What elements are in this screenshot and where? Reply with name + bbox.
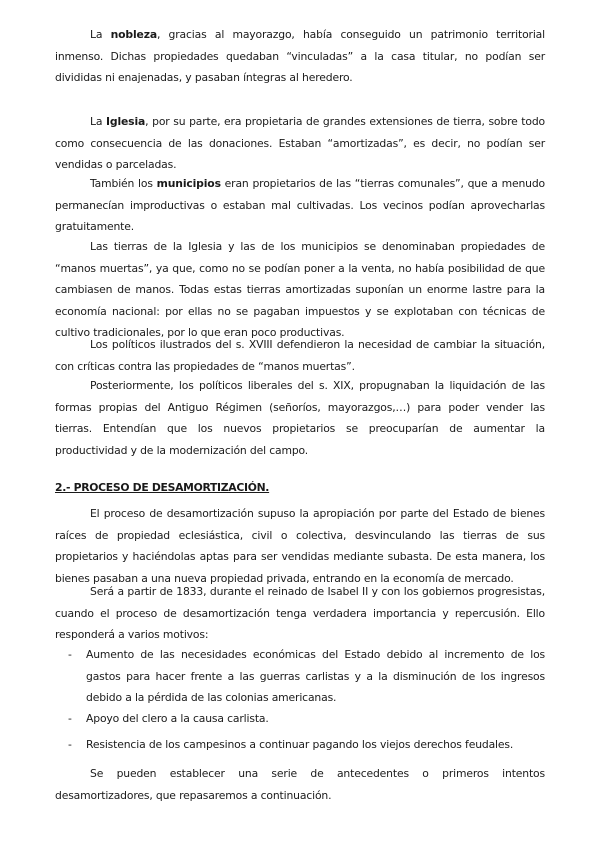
- paragraph-ilustrados: Los políticos ilustrados del s. XVIII defendieron la necesidad de cambiar la situación, con críticas contra las propiedades de “manos muertas”.: [55, 338, 545, 373]
- bold-term: Iglesia: [106, 115, 146, 128]
- motive-list: [55, 644, 545, 709]
- paragraph-1833: Será a partir de 1833, durante el reinado de Isabel II y con los gobiernos progresistas, cuando el proceso de desamortización tenga verdadera importancia y repercusión. Ello responderá a varios motivos:: [55, 585, 545, 641]
- bold-term: nobleza: [110, 28, 157, 41]
- paragraph-nobleza: [55, 24, 545, 89]
- text: La: [90, 28, 111, 41]
- list-item-text: Aumento de las necesidades económicas del Estado debido al incremento de los gastos para hacer frente a las guerras carlistas y a la disminución de los ingresos debido a la pérdida de las colonias americanas.: [86, 648, 545, 704]
- text: La: [90, 115, 107, 128]
- paragraph-liberales: Posteriormente, los políticos liberales del s. XIX, propugnaban la liquidación de las formas propias del Antiguo Régimen (señoríos, mayorazgos,…) para poder vender las tierras. Entendían que los nuevos propietarios se preocuparían de aumentar la productividad y de la modernización del campo.: [55, 379, 545, 457]
- text: , gracias al mayorazgo, había conseguido un patrimonio territorial inmenso. Dichas propiedades quedaban “vinculadas” a la casa titular, no podían ser divididas ni enajenadas, y pasaban íntegras al heredero.: [55, 28, 545, 84]
- list-item: [55, 708, 545, 730]
- list-item: [55, 734, 545, 756]
- text: , por su parte, era propietaria de grandes extensiones de tierra, sobre todo como consecuencia de las donaciones. Estaban “amortizadas”, es decir, no podían ser vendidas o parceladas.: [55, 115, 545, 171]
- dash-bullet: -: [68, 738, 72, 751]
- paragraph-manos-muertas: Las tierras de la Iglesia y las de los municipios se denominaban propiedades de “manos muertas”, ya que, como no se podían poner a la venta, no había posibilidad de que cambiasen de manos. Todas estas tierras amortizadas suponían un enorme lastre para la economía nacional: por ellas no se pagaban impuestos y se explotaban con técnicas de cultivo tradicionales, por lo que eran poco productivas.: [55, 240, 545, 339]
- bold-term: municipios: [156, 177, 221, 190]
- list-item-text: Apoyo del clero a la causa carlista.: [86, 712, 269, 725]
- motive-list: [55, 708, 545, 730]
- list-item: [55, 644, 545, 709]
- section-heading: 2.- PROCESO DE DESAMORTIZACIÓN.: [55, 481, 270, 494]
- paragraph-municipios: [55, 173, 545, 238]
- dash-bullet: -: [68, 648, 72, 661]
- paragraph-iglesia: [55, 111, 545, 176]
- list-item-text: Resistencia de los campesinos a continuar pagando los viejos derechos feudales.: [86, 738, 514, 751]
- text: También los: [90, 177, 157, 190]
- dash-bullet: -: [68, 712, 72, 725]
- paragraph-proceso: El proceso de desamortización supuso la apropiación por parte del Estado de bienes raíces de propiedad eclesiástica, civil o colectiva, desvinculando las tierras de sus propietarios y haciéndolas aptas para ser vendidas mediante subasta. De esta manera, los bienes pasaban a una nueva propiedad privada, entrando en la economía de mercado.: [55, 507, 545, 585]
- paragraph-antecedentes: Se pueden establecer una serie de antecedentes o primeros intentos desamortizadores, que repasaremos a continuación.: [55, 767, 545, 802]
- motive-list: [55, 734, 545, 756]
- text: eran propietarios de las “tierras comunales”, que a menudo permanecían improductivas o estaban mal cultivadas. Los vecinos podían aprovecharlas gratuitamente.: [55, 177, 545, 233]
